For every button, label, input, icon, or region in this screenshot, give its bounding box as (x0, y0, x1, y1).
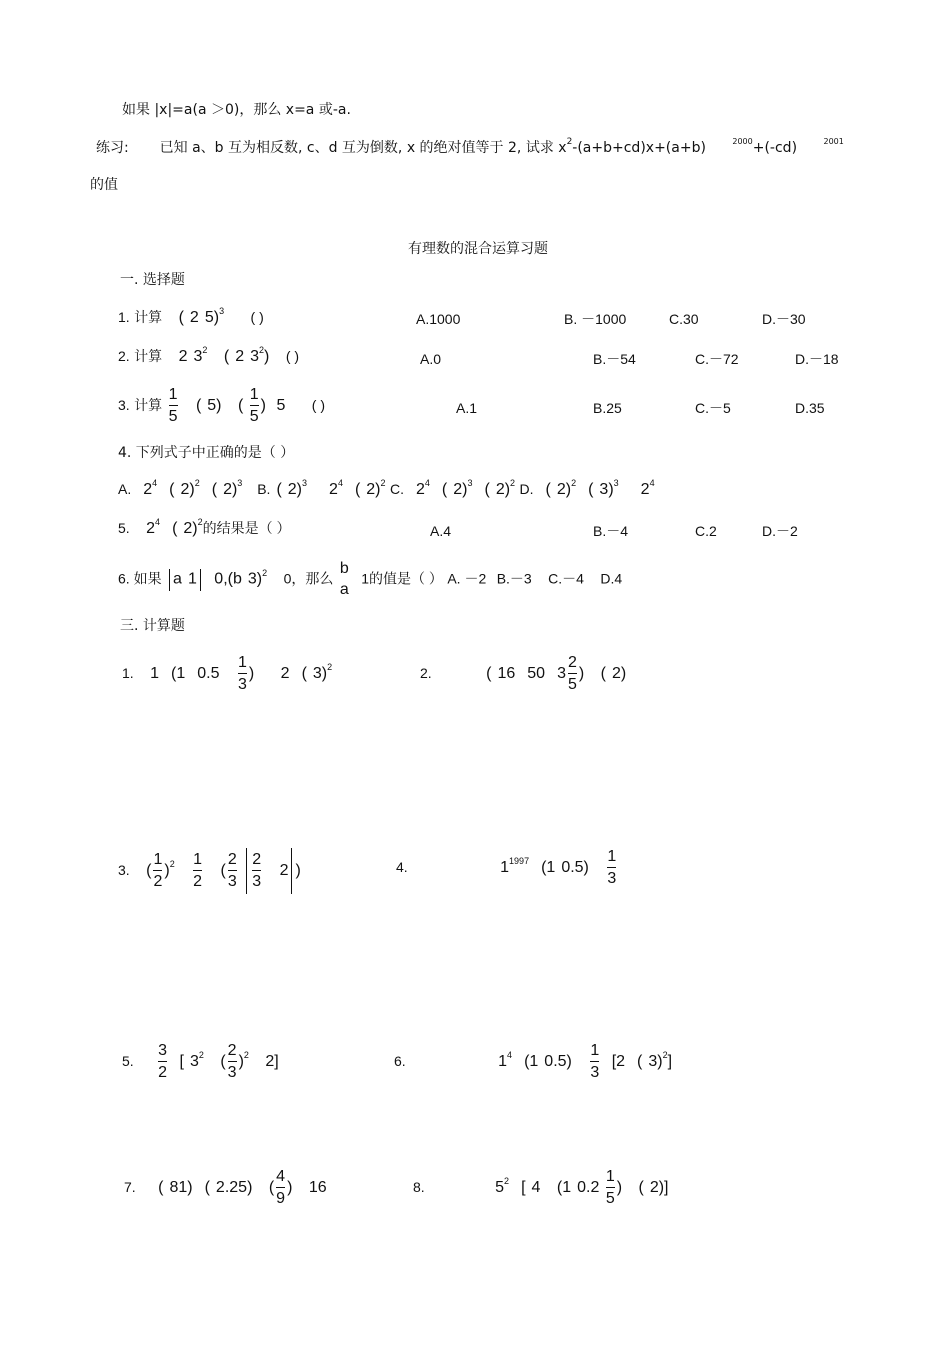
q4-option-a[interactable]: A. $2^4$ ( 2)$^2$ ( 2)$^3$ (118, 478, 243, 498)
q2-option-d[interactable]: D.－18 (795, 351, 839, 367)
q5-option-a[interactable]: A.4 (430, 523, 452, 539)
q3-option-a[interactable]: A.1 (456, 400, 478, 416)
q6-option-d[interactable]: D.4 (600, 570, 623, 587)
q3-option-d[interactable]: D.35 (795, 400, 825, 416)
section-multiple-choice: 一. 选择题 (120, 272, 185, 288)
q2-option-c[interactable]: C.－72 (695, 351, 739, 367)
practice-end: 的值 (90, 177, 118, 193)
c5-fraction-1: $\frac{3}{2}$ (158, 1042, 168, 1081)
practice-expression: -(a+b+cd)x+(a+b) (572, 140, 706, 156)
q3-fraction-2: $\frac{1}{5}$ (249, 386, 259, 425)
question-4-stem: 4. 下列式子中正确的是（ ） (118, 445, 295, 461)
question-2: 2. 计算 2 $3^2$ ( 2 $3^2$) ( ) (118, 345, 300, 365)
q1-option-a[interactable]: A.1000 (416, 311, 461, 327)
section-calculation: 三. 计算题 (120, 618, 185, 634)
q6-fraction-b-over-a: b a (339, 560, 349, 598)
page-title: 有理数的混合运算习题 (408, 241, 548, 257)
practice-expression-cd: +(-cd) (752, 140, 798, 156)
q3-option-c[interactable]: C.－5 (695, 400, 731, 416)
calc-5: 5. $\frac{3}{2}$ [ $3^2$ ( $\frac{2}{3}$ )$^2$ 2] (122, 1042, 279, 1081)
c3-fraction-2: $\frac{1}{2}$ (193, 851, 203, 890)
q5-option-c[interactable]: C.2 (695, 523, 717, 539)
c2-fraction: $\frac{2}{5}$ (567, 654, 577, 693)
calc-6: 6. $1^4$ (1 0.5) $\frac{1}{3}$ [2 ( 3)$^2$] (394, 1042, 673, 1081)
q4-option-c[interactable]: C. $2^4$ ( 2)$^3$ ( 2)$^2$ (389, 478, 516, 498)
q6-option-c[interactable]: C.－4 (548, 570, 584, 587)
practice-exponent-2001: 2001 (823, 137, 844, 146)
question-3: 3. 计算 $\frac{1}{5}$ ( 5) ( $\frac{1}{5}$ ) 5 ( ) (118, 386, 326, 425)
c3-fraction-1: $\frac{1}{2}$ (153, 851, 163, 890)
c3-fraction-3: $\frac{2}{3}$ (227, 851, 237, 890)
practice-label: 练习: (96, 140, 129, 156)
calc-2: 2. ( 16 50 3 $\frac{2}{5}$ ) ( 2) (420, 654, 627, 693)
q4-option-d[interactable]: D. ( 2)$^2$ ( 3)$^3$ $2^4$ (519, 478, 655, 498)
c4-fraction: $\frac{1}{3}$ (607, 848, 617, 887)
q1-option-c[interactable]: C.30 (669, 311, 699, 327)
c8-fraction: $\frac{1}{5}$ (605, 1168, 615, 1207)
q6-option-b[interactable]: B.－3 (496, 570, 532, 587)
question-1: 1. 计算 ( 2 5)$^3$ ( ) (118, 306, 264, 326)
practice-text: 已知 a、b 互为相反数, c、d 互为倒数, x 的绝对值等于 2, 试求 x (159, 140, 567, 156)
question-6: 6. 如果 a 1 0,(b 3)$^2$ 0，那么 b a 1的值是（ ） A. －2 B.－3 C.－4 D.4 (118, 560, 623, 598)
q2-option-b[interactable]: B.－54 (593, 351, 636, 367)
intro-absolute-value-rule: 如果 |x|=a(a ＞0)，那么 x=a 或-a. (122, 102, 351, 118)
c5-fraction-2: $\frac{2}{3}$ (227, 1042, 237, 1081)
c1-fraction: $\frac{1}{3}$ (237, 654, 247, 693)
q6-option-a[interactable]: A. －2 (447, 570, 487, 587)
practice-square-exponent: 2 (566, 137, 573, 147)
calc-3: 3. ( $\frac{1}{2}$ )$^2$ $\frac{1}{2}$ ( $\frac{2}{3}$ $\frac{2}{3}$ 2 ) (118, 848, 301, 894)
q5-option-b[interactable]: B.－4 (593, 523, 629, 539)
q1-option-b[interactable]: B. －1000 (564, 311, 627, 327)
c6-fraction: $\frac{1}{3}$ (590, 1042, 600, 1081)
q4-option-b[interactable]: B. ( 2)$^3$ $2^4$ ( 2)$^2$ (257, 478, 386, 498)
practice-exponent-2000: 2000 (732, 137, 753, 146)
q5-option-d[interactable]: D.－2 (762, 523, 798, 539)
q3-fraction-1: $\frac{1}{5}$ (168, 386, 178, 425)
c3-fraction-4: $\frac{2}{3}$ (252, 851, 262, 890)
c7-fraction: $\frac{4}{9}$ (276, 1168, 286, 1207)
q1-option-d[interactable]: D.－30 (762, 311, 806, 327)
q3-option-b[interactable]: B.25 (593, 400, 622, 416)
calc-4: 4. $1^{1997}$ (1 0.5) $\frac{1}{3}$ (396, 848, 617, 887)
q2-option-a[interactable]: A.0 (420, 351, 442, 367)
calc-8: 8. $5^2$ [ 4 (1 0.2 $\frac{1}{5}$ ) ( 2)] (413, 1168, 669, 1207)
question-4-options (118, 478, 655, 498)
practice-line (96, 137, 844, 156)
calc-7: 7. ( 81) ( 2.25) ( $\frac{4}{9}$ ) 16 (124, 1168, 327, 1207)
question-5: 5. $2^4$ ( 2)$^2$的结果是（ ） (118, 517, 291, 537)
calc-1: 1. 1 (1 0.5 $\frac{1}{3}$ ) 2 ( 3)$^2$ (122, 654, 333, 693)
